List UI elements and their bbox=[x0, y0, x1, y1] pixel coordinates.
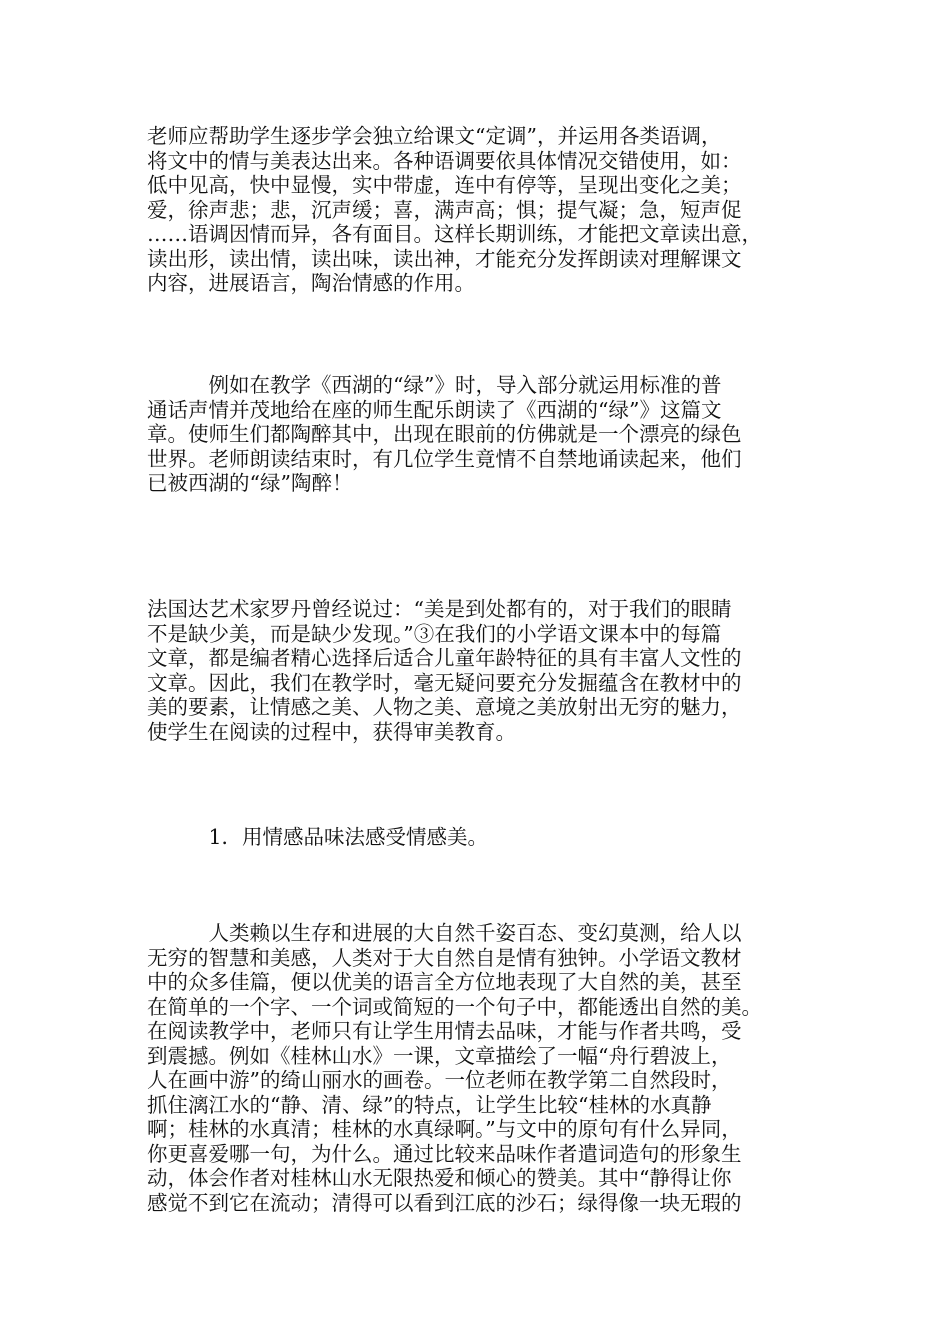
text-line: 读出形，读出情，读出味，读出神，才能充分发挥朗读对理解课文 bbox=[147, 246, 742, 271]
text-line: 文章。因此，我们在教学时，毫无疑问要充分发掘蕴含在教材中的 bbox=[147, 670, 742, 695]
text-line: 中的众多佳篇，便以优美的语言全方位地表现了大自然的美，甚至 bbox=[147, 970, 742, 994]
text-line: 啊；桂林的水真清；桂林的水真绿啊。”与文中的原句有什么异同， bbox=[147, 1117, 742, 1141]
text-line: 老师应帮助学生逐步学会独立给课文“定调”，并运用各类语调， bbox=[147, 124, 722, 148]
text-line: 内容，进展语言，陶治情感的作用。 bbox=[147, 271, 475, 295]
text-line: 你更喜爱哪一句，为什么。通过比较来品味作者遣词造句的形象生 bbox=[147, 1141, 742, 1166]
text-line: 人类赖以生存和进展的大自然千姿百态、变幻莫测，给人以 bbox=[147, 921, 742, 945]
text-line: 在阅读教学中，老师只有让学生用情去品味，才能与作者共鸣，受 bbox=[147, 1019, 742, 1043]
text-line: 在简单的一个字、一个词或简短的一个句子中，都能透出自然的美。 bbox=[147, 994, 762, 1019]
paragraph-intonation bbox=[147, 124, 812, 296]
text-line: 将文中的情与美表达出来。各种语调要依具体情况交错使用，如： bbox=[147, 148, 742, 173]
text-line: 章。使师生们都陶醉其中，出现在眼前的仿佛就是一个漂亮的绿色 bbox=[147, 422, 742, 446]
text-line: 通话声情并茂地给在座的师生配乐朗读了《西湖的“绿”》这篇文 bbox=[147, 397, 722, 422]
text-line: 爱，徐声悲；悲，沉声缓；喜，满声高；惧；提气凝；急，短声促 bbox=[147, 197, 742, 222]
text-line: 动，体会作者对桂林山水无限热爱和倾心的赞美。其中“静得让你 bbox=[147, 1166, 732, 1190]
text-line: ……语调因情而异，各有面目。这样长期训练，才能把文章读出意， bbox=[147, 222, 762, 246]
text-line: 使学生在阅读的过程中，获得审美教育。 bbox=[147, 719, 516, 744]
text-line: 已被西湖的“绿”陶醉！ bbox=[147, 471, 353, 495]
text-line: 抓住漓江水的“静、清、绿”的特点，让学生比较“桂林的水真静 bbox=[147, 1092, 712, 1117]
paragraph-rodin-quote bbox=[147, 597, 812, 744]
heading-line: 1．用情感品味法感受情感美。 bbox=[147, 825, 489, 849]
text-line: 感觉不到它在流动；清得可以看到江底的沙石；绿得像一块无瑕的 bbox=[147, 1190, 742, 1215]
section-heading bbox=[147, 825, 812, 850]
text-line: 美的要素，让情感之美、人物之美、意境之美放射出无穷的魅力， bbox=[147, 695, 742, 719]
text-line: 无穷的智慧和美感，人类对于大自然自是情有独钟。小学语文教材 bbox=[147, 945, 742, 970]
paragraph-guilin-example bbox=[147, 921, 812, 1215]
text-line: 到震撼。例如《桂林山水》一课，文章描绘了一幅“舟行碧波上， bbox=[147, 1043, 732, 1068]
text-line: 世界。老师朗读结束时，有几位学生竟情不自禁地诵读起来，他们 bbox=[147, 446, 742, 471]
text-line: 例如在教学《西湖的“绿”》时，导入部分就运用标准的普 bbox=[147, 373, 722, 397]
paragraph-west-lake-example bbox=[147, 373, 812, 496]
text-line: 不是缺少美，而是缺少发现。”③在我们的小学语文课本中的每篇 bbox=[147, 621, 722, 646]
text-line: 人在画中游”的绮山丽水的画卷。一位老师在教学第二自然段时， bbox=[147, 1068, 732, 1092]
text-line: 低中见高，快中显慢，实中带虚，连中有停等，呈现出变化之美； bbox=[147, 173, 742, 197]
text-line: 文章，都是编者精心选择后适合儿童年龄特征的具有丰富人文性的 bbox=[147, 646, 742, 670]
text-line: 法国达艺术家罗丹曾经说过：“美是到处都有的，对于我们的眼睛 bbox=[147, 597, 732, 621]
